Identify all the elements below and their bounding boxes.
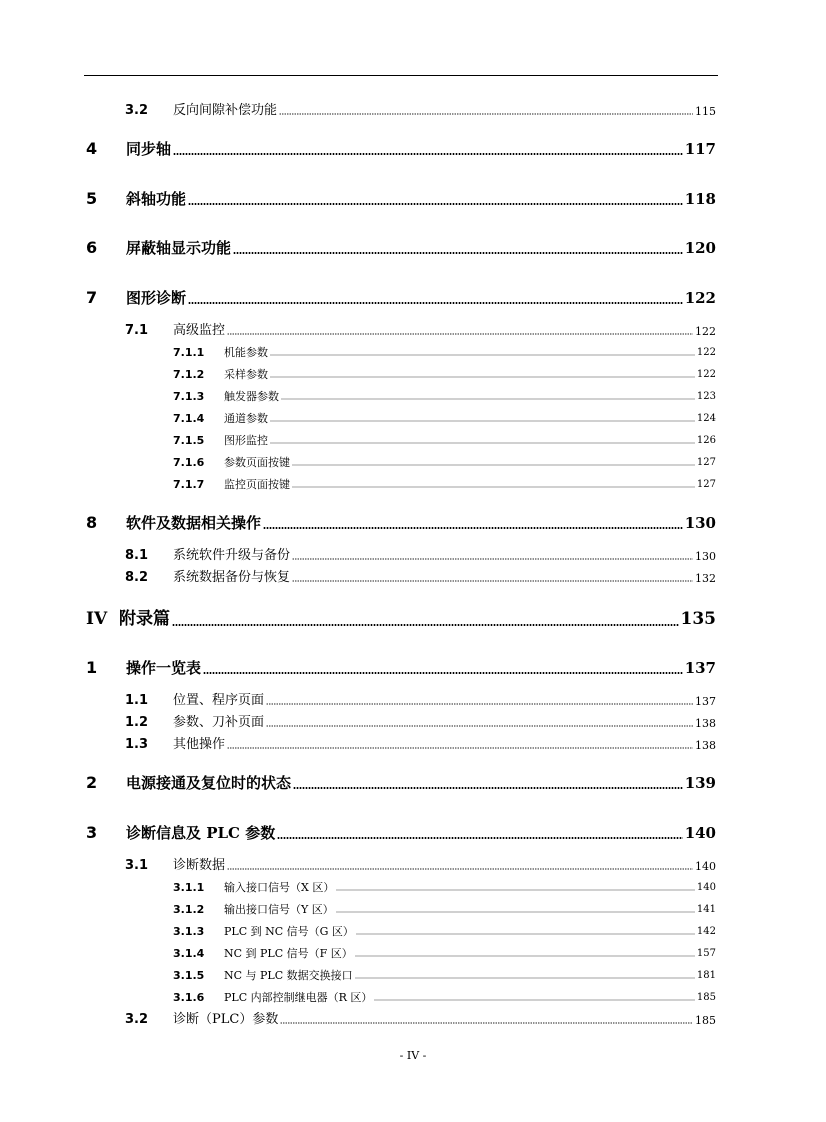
- toc-entry[interactable]: [173, 902, 716, 915]
- toc-number: 3.1.6: [173, 991, 205, 1004]
- dot-leader: [227, 333, 693, 335]
- toc-title: 机能参数: [224, 346, 268, 359]
- toc-entry[interactable]: [86, 288, 716, 306]
- toc-title: 输出接口信号（Y 区）: [224, 903, 334, 916]
- toc-page: 181: [696, 970, 716, 981]
- toc-page: 135: [680, 609, 716, 629]
- toc-title: 诊断信息及 PLC 参数: [126, 824, 276, 842]
- toc-title: 系统数据备份与恢复: [173, 570, 291, 585]
- toc-entry[interactable]: [173, 990, 716, 1003]
- toc-title: 斜轴功能: [126, 190, 187, 208]
- dot-leader: [188, 203, 683, 205]
- toc-title: PLC 到 NC 信号（G 区）: [224, 925, 354, 938]
- toc-page: 130: [684, 514, 716, 532]
- toc-number: IV: [86, 609, 108, 629]
- toc-title: 操作一览表: [126, 659, 202, 677]
- toc-page: 122: [695, 325, 716, 338]
- toc-page: 138: [695, 739, 716, 752]
- toc-number: 3.1.1: [173, 881, 205, 894]
- dot-leader: [203, 672, 683, 674]
- toc-page: 124: [696, 413, 716, 424]
- dot-leader: [336, 889, 695, 891]
- toc-page: 127: [696, 479, 716, 490]
- toc-page: 115: [695, 105, 716, 118]
- toc-title: 参数、刀补页面: [173, 715, 265, 730]
- toc-number: 1: [86, 658, 98, 677]
- toc-title: PLC 内部控制继电器（R 区）: [224, 991, 373, 1004]
- toc-number: 3.1.4: [173, 947, 205, 960]
- toc-title: 位置、程序页面: [173, 693, 265, 708]
- dot-leader: [172, 624, 679, 626]
- dot-leader: [355, 977, 695, 979]
- toc-page: 132: [695, 572, 716, 585]
- toc-title: 图形监控: [224, 434, 268, 447]
- toc-page: 140: [695, 860, 716, 873]
- toc-title: NC 到 PLC 信号（F 区）: [224, 947, 353, 960]
- dot-leader: [279, 113, 693, 115]
- dot-leader: [263, 527, 683, 529]
- toc-number: 3.2: [125, 1012, 149, 1027]
- toc-entry[interactable]: [125, 1010, 716, 1026]
- page-number-footer: - IV -: [399, 1049, 427, 1062]
- toc-page: 122: [696, 369, 716, 380]
- toc-number: 7.1: [125, 323, 149, 338]
- toc-page: 118: [684, 190, 716, 208]
- toc-number: 8.2: [125, 570, 149, 585]
- toc-title: 系统软件升级与备份: [173, 548, 291, 563]
- toc-title: 同步轴: [126, 140, 172, 158]
- dot-leader: [173, 153, 683, 155]
- toc-entry[interactable]: [173, 367, 716, 380]
- toc-page: 140: [696, 882, 716, 893]
- toc-entry[interactable]: [125, 735, 716, 751]
- dot-leader: [293, 787, 683, 789]
- toc-entry[interactable]: [173, 433, 716, 446]
- toc-entry[interactable]: [86, 139, 716, 157]
- toc-number: 1.2: [125, 715, 149, 730]
- dot-leader: [227, 868, 693, 870]
- toc-page: 120: [684, 239, 716, 257]
- toc-number: 3.1: [125, 858, 149, 873]
- toc-page: 123: [696, 391, 716, 402]
- toc-entry[interactable]: [86, 189, 716, 207]
- dot-leader: [356, 933, 695, 935]
- toc-page: 142: [696, 926, 716, 937]
- toc-entry[interactable]: [125, 691, 716, 707]
- dot-leader: [270, 376, 695, 378]
- dot-leader: [292, 464, 695, 466]
- toc-entry[interactable]: [173, 968, 716, 981]
- toc-entry[interactable]: [86, 608, 716, 628]
- toc-number: 7.1.1: [173, 346, 205, 359]
- toc-entry[interactable]: [173, 924, 716, 937]
- toc-page: 122: [684, 289, 716, 307]
- toc-entry[interactable]: [125, 321, 716, 337]
- toc-entry[interactable]: [173, 345, 716, 358]
- toc-entry[interactable]: [173, 455, 716, 468]
- dot-leader: [277, 837, 682, 839]
- toc-number: 2: [86, 773, 98, 792]
- toc-page: 138: [695, 717, 716, 730]
- toc-title: 电源接通及复位时的状态: [126, 774, 292, 792]
- toc-number: 8.1: [125, 548, 149, 563]
- toc-number: 1.1: [125, 693, 149, 708]
- toc-number: 7: [86, 288, 98, 307]
- toc-entry[interactable]: [86, 823, 716, 841]
- toc-entry[interactable]: [86, 773, 716, 791]
- toc-page: 117: [684, 140, 716, 158]
- toc-number: 1.3: [125, 737, 149, 752]
- toc-entry[interactable]: [173, 946, 716, 959]
- dot-leader: [281, 398, 695, 400]
- toc-title: 输入接口信号（X 区）: [224, 881, 335, 894]
- dot-leader: [292, 580, 693, 582]
- toc-entry[interactable]: [173, 477, 716, 490]
- toc-number: 7.1.6: [173, 456, 205, 469]
- toc-entry[interactable]: [125, 546, 716, 562]
- dot-leader: [270, 354, 695, 356]
- toc-title: 通道参数: [224, 412, 268, 425]
- dot-leader: [270, 442, 695, 444]
- toc-title: 诊断数据: [173, 858, 226, 873]
- toc-number: 3: [86, 823, 98, 842]
- toc-page: 185: [696, 992, 716, 1003]
- toc-page: 126: [696, 435, 716, 446]
- toc-entry[interactable]: [86, 238, 716, 256]
- toc-number: 3.1.5: [173, 969, 205, 982]
- dot-leader: [374, 999, 695, 1001]
- toc-number: 7.1.4: [173, 412, 205, 425]
- toc-title: 监控页面按键: [224, 478, 290, 491]
- dot-leader: [292, 558, 693, 560]
- toc-page: 137: [684, 659, 716, 677]
- dot-leader: [266, 703, 693, 705]
- dot-leader: [227, 747, 693, 749]
- toc-number: 8: [86, 513, 98, 532]
- toc-number: 3.2: [125, 103, 149, 118]
- toc-entry[interactable]: [173, 880, 716, 893]
- toc-title: 其他操作: [173, 737, 226, 752]
- toc-title: 高级监控: [173, 323, 226, 338]
- dot-leader: [355, 955, 695, 957]
- toc-title: 图形诊断: [126, 289, 187, 307]
- toc-page: 139: [684, 774, 716, 792]
- toc-number: 7.1.7: [173, 478, 205, 491]
- toc-title: NC 与 PLC 数据交换接口: [224, 969, 353, 982]
- toc-page: 140: [684, 824, 716, 842]
- toc-entry[interactable]: [173, 411, 716, 424]
- toc-title: 采样参数: [224, 368, 268, 381]
- dot-leader: [280, 1022, 693, 1024]
- toc-title: 附录篇: [119, 609, 170, 629]
- toc-title: 触发器参数: [224, 390, 279, 403]
- toc-number: 7.1.2: [173, 368, 205, 381]
- dot-leader: [233, 252, 683, 254]
- toc-entry[interactable]: [86, 513, 716, 531]
- toc-page: 122: [696, 347, 716, 358]
- toc-page: 157: [696, 948, 716, 959]
- toc-number: 3.1.2: [173, 903, 205, 916]
- toc-title: 反向间隙补偿功能: [173, 103, 278, 118]
- dot-leader: [266, 725, 693, 727]
- toc-entry[interactable]: [86, 658, 716, 676]
- toc-title: 参数页面按键: [224, 456, 290, 469]
- toc-title: 软件及数据相关操作: [126, 514, 262, 532]
- toc-number: 7.1.5: [173, 434, 205, 447]
- toc-number: 3.1.3: [173, 925, 205, 938]
- toc-entry[interactable]: [173, 389, 716, 402]
- toc-title: 屏蔽轴显示功能: [126, 239, 232, 257]
- toc-number: 4: [86, 139, 98, 158]
- toc-number: 7.1.3: [173, 390, 205, 403]
- toc-entry[interactable]: [125, 568, 716, 584]
- dot-leader: [336, 911, 695, 913]
- toc-page: 185: [695, 1014, 716, 1027]
- dot-leader: [270, 420, 695, 422]
- dot-leader: [188, 302, 683, 304]
- toc-entry[interactable]: [125, 713, 716, 729]
- toc-page: 127: [696, 457, 716, 468]
- toc-page: 141: [696, 904, 716, 915]
- toc-page: 130: [695, 550, 716, 563]
- toc-page: 137: [695, 695, 716, 708]
- toc-number: 5: [86, 189, 98, 208]
- toc-entry[interactable]: [125, 101, 716, 117]
- toc-entry[interactable]: [125, 856, 716, 872]
- toc-title: 诊断（PLC）参数: [173, 1012, 279, 1027]
- dot-leader: [292, 486, 695, 488]
- toc-number: 6: [86, 238, 98, 257]
